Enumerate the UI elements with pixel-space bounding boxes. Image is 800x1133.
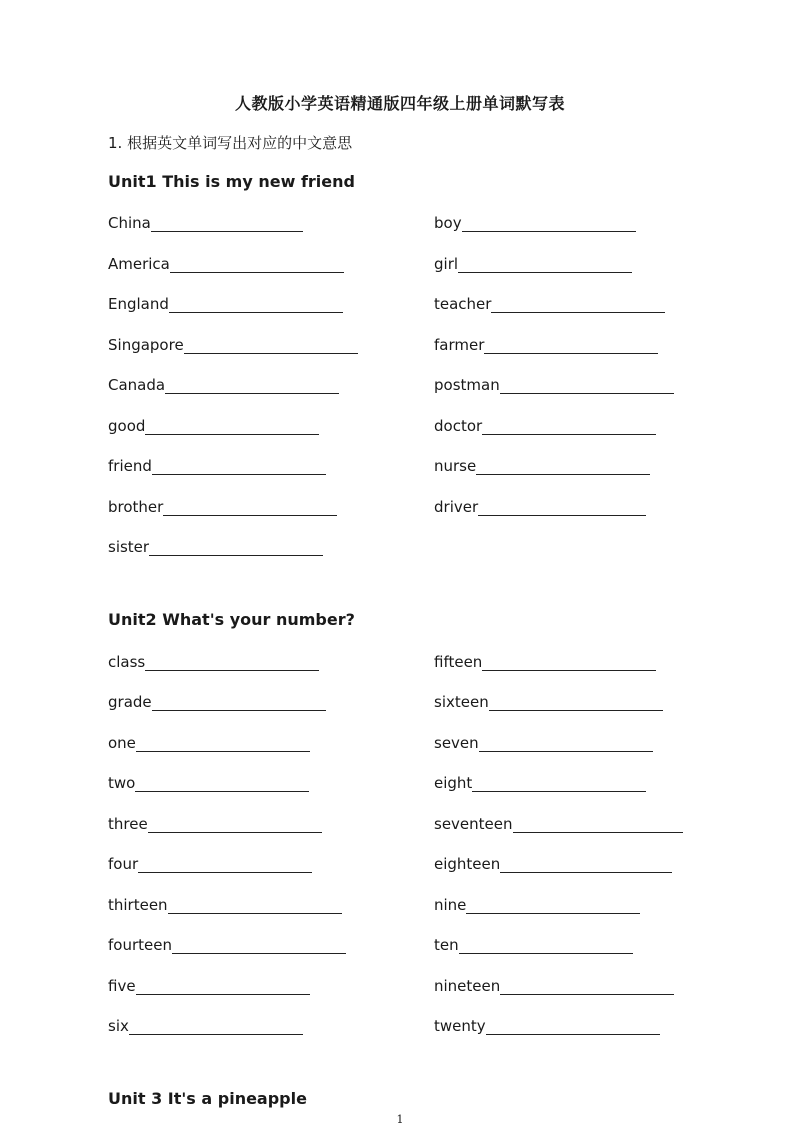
word-field[interactable] [108,975,310,995]
word-field[interactable] [108,894,342,914]
word-label: two [108,774,136,792]
word-label: fifteen [434,653,483,671]
word-label: Singapore [108,336,184,354]
word-label: sixteen [434,693,489,711]
word-field[interactable] [434,691,663,711]
word-field[interactable] [108,374,339,394]
word-field[interactable] [108,496,337,516]
answer-blank[interactable] [462,216,636,232]
answer-blank[interactable] [184,338,358,354]
word-field[interactable] [434,212,636,232]
answer-blank[interactable] [478,500,646,516]
word-field[interactable] [434,293,665,313]
answer-blank[interactable] [136,736,310,752]
word-field[interactable] [434,415,656,435]
word-field[interactable] [108,455,326,475]
word-label: Canada [108,376,166,394]
word-field[interactable] [108,934,346,954]
word-label: America [108,255,170,273]
answer-blank[interactable] [513,817,683,833]
word-field[interactable] [108,1015,303,1035]
answer-blank[interactable] [165,378,339,394]
answer-blank[interactable] [459,938,633,954]
word-field[interactable] [434,934,633,954]
word-label: one [108,734,136,752]
word-label: class [108,653,146,671]
word-label: three [108,815,148,833]
answer-blank[interactable] [172,938,346,954]
word-field[interactable] [108,651,319,671]
word-field[interactable] [108,732,310,752]
word-field[interactable] [108,212,303,232]
word-field[interactable] [434,334,658,354]
answer-blank[interactable] [482,655,656,671]
answer-blank[interactable] [145,419,319,435]
word-field[interactable] [434,496,646,516]
word-field[interactable] [434,374,674,394]
word-label: nine [434,896,467,914]
word-field[interactable] [108,813,322,833]
word-label: good [108,417,146,435]
answer-blank[interactable] [489,695,663,711]
answer-blank[interactable] [152,459,326,475]
word-label: thirteen [108,896,168,914]
answer-blank[interactable] [466,898,640,914]
word-label: grade [108,693,152,711]
answer-blank[interactable] [479,736,653,752]
word-label: eighteen [434,855,501,873]
word-field[interactable] [108,253,344,273]
page-title: 人教版小学英语精通版四年级上册单词默写表 [234,94,565,113]
answer-blank[interactable] [149,540,323,556]
word-field[interactable] [434,894,640,914]
answer-blank[interactable] [170,257,344,273]
word-field[interactable] [434,975,674,995]
word-label: seventeen [434,815,513,833]
word-label: teacher [434,295,492,313]
word-field[interactable] [108,334,358,354]
word-label: postman [434,376,500,394]
answer-blank[interactable] [500,979,674,995]
word-field[interactable] [108,536,323,556]
page-number: 1 [396,1113,404,1126]
word-label: girl [434,255,459,273]
answer-blank[interactable] [129,1019,303,1035]
word-field[interactable] [434,813,683,833]
answer-blank[interactable] [472,776,646,792]
word-label: friend [108,457,152,475]
word-field[interactable] [434,853,672,873]
answer-blank[interactable] [500,378,674,394]
word-field[interactable] [108,415,319,435]
answer-blank[interactable] [484,338,658,354]
answer-blank[interactable] [482,419,656,435]
word-label: five [108,977,136,995]
answer-blank[interactable] [148,817,322,833]
answer-blank[interactable] [169,297,343,313]
word-label: doctor [434,417,483,435]
answer-blank[interactable] [163,500,337,516]
word-field[interactable] [108,853,312,873]
instruction-text: 1. 根据英文单词写出对应的中文意思 [108,134,353,152]
answer-blank[interactable] [476,459,650,475]
word-label: six [108,1017,129,1035]
answer-blank[interactable] [500,857,672,873]
word-label: ten [434,936,459,954]
word-label: England [108,295,169,313]
word-label: nurse [434,457,477,475]
word-field[interactable] [108,691,326,711]
word-label: China [108,214,151,232]
answer-blank[interactable] [135,776,309,792]
word-label: farmer [434,336,485,354]
answer-blank[interactable] [151,216,303,232]
word-label: seven [434,734,479,752]
word-label: fourteen [108,936,172,954]
word-field[interactable] [434,772,646,792]
word-label: twenty [434,1017,486,1035]
word-field[interactable] [434,1015,660,1035]
word-label: driver [434,498,479,516]
word-label: nineteen [434,977,501,995]
word-label: brother [108,498,164,516]
unit3-heading: Unit 3 It's a pineapple [108,1089,307,1108]
answer-blank[interactable] [491,297,665,313]
answer-blank[interactable] [458,257,632,273]
word-field[interactable] [108,772,309,792]
unit2-heading: Unit2 What's your number? [108,610,355,629]
word-field[interactable] [434,455,650,475]
answer-blank[interactable] [152,695,326,711]
answer-blank[interactable] [138,857,312,873]
word-field[interactable] [434,732,653,752]
word-field[interactable] [434,651,656,671]
word-field[interactable] [108,293,343,313]
word-field[interactable] [434,253,632,273]
answer-blank[interactable] [145,655,319,671]
answer-blank[interactable] [486,1019,660,1035]
answer-blank[interactable] [168,898,342,914]
word-label: four [108,855,139,873]
word-label: boy [434,214,462,232]
answer-blank[interactable] [136,979,310,995]
word-label: eight [434,774,473,792]
unit1-heading: Unit1 This is my new friend [108,172,355,191]
word-label: sister [108,538,150,556]
